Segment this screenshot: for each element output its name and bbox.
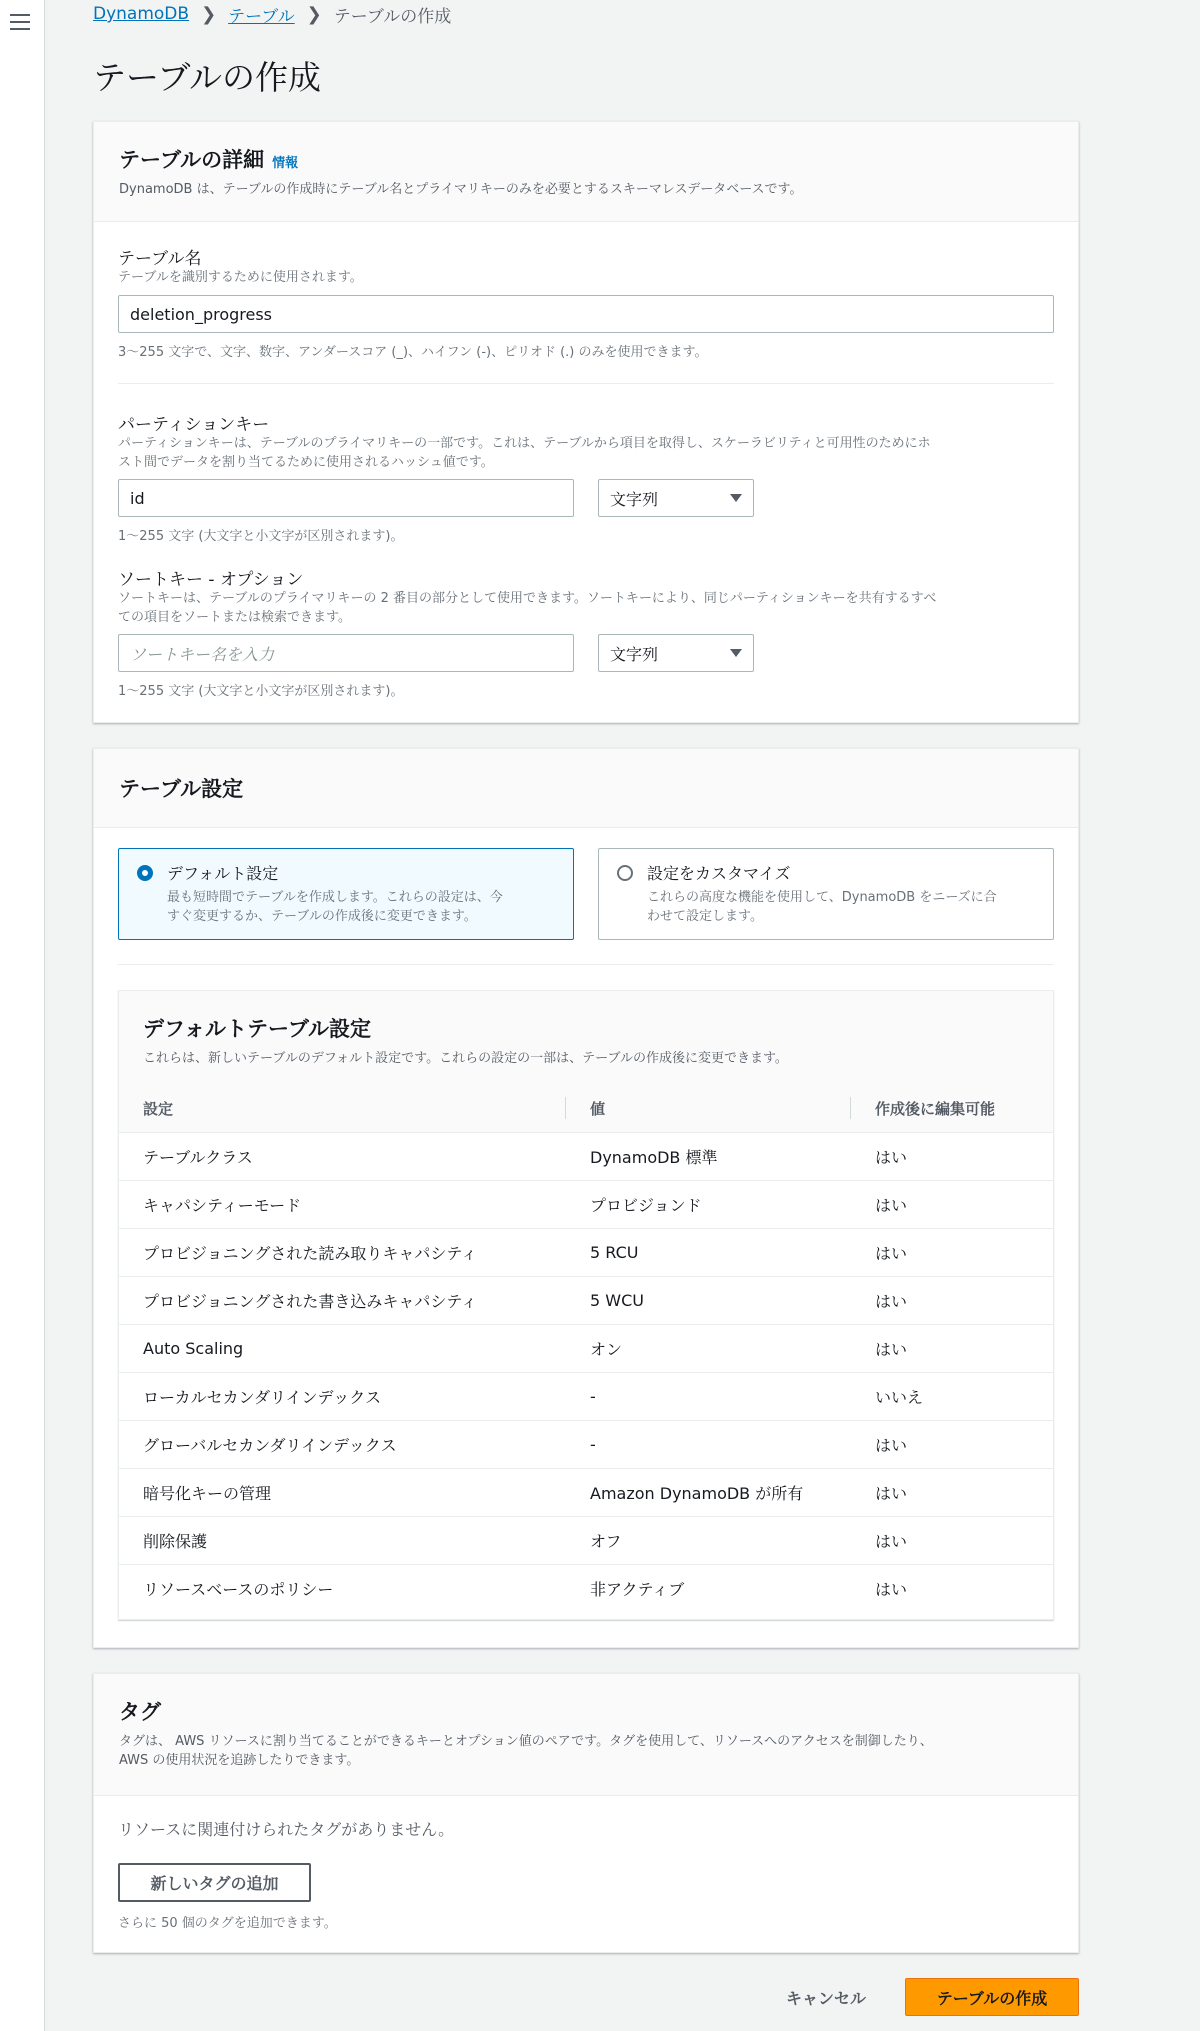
table-name-constraint: 3〜255 文字で、文字、数字、アンダースコア (_)、ハイフン (-)、ピリオド (.) のみを使用できます。	[118, 345, 708, 360]
column-header-value-label: 値	[590, 1099, 606, 1118]
editable-cell: はい	[851, 1468, 1053, 1516]
breadcrumb	[93, 2, 451, 26]
breadcrumb-tables[interactable]: テーブル	[228, 6, 295, 27]
setting-cell: グローバルセカンダリインデックス	[119, 1420, 566, 1468]
sort-key-description-line1: ソートキーは、テーブルのプライマリキーの 2 番目の部分として使用できます。ソートキーにより、同じパーティションキーを共有するすべ	[118, 591, 937, 606]
editable-cell: はい	[851, 1276, 1053, 1324]
table-row	[119, 1372, 1053, 1420]
caret-down-icon	[730, 649, 742, 657]
editable-cell: はい	[851, 1180, 1053, 1228]
setting-cell: Auto Scaling	[119, 1324, 566, 1372]
add-tag-button[interactable]: 新しいタグの追加	[118, 1863, 311, 1902]
partition-key-constraint: 1〜255 文字 (大文字と小文字が区別されます)。	[118, 529, 404, 544]
table-row	[119, 1468, 1053, 1516]
editable-cell: はい	[851, 1420, 1053, 1468]
section-divider	[118, 383, 1054, 384]
table-row	[119, 1420, 1053, 1468]
no-tags-message: リソースに関連付けられたタグがありません。	[118, 1820, 455, 1839]
create-table-button[interactable]: テーブルの作成	[905, 1978, 1079, 2016]
customize-settings-title: 設定をカスタマイズ	[647, 864, 791, 883]
setting-cell: 削除保護	[119, 1516, 566, 1564]
radio-unselected-icon[interactable]	[617, 865, 633, 881]
value-cell: オフ	[566, 1516, 851, 1564]
table-settings-panel	[93, 748, 1079, 1648]
table-row	[119, 1324, 1053, 1372]
default-table-settings	[118, 990, 1054, 1620]
tags-description-line1: タグは、 AWS リソースに割り当てることができるキーとオプション値のペアです。タグを使用して、リソースへのアクセスを制御したり、	[119, 1734, 933, 1749]
cancel-button[interactable]: キャンセル	[785, 1988, 866, 2008]
table-header-row	[119, 1085, 1053, 1132]
breadcrumb-current: テーブルの作成	[333, 6, 452, 27]
default-settings-description	[167, 888, 557, 926]
sort-key-type-value: 文字列	[610, 644, 659, 664]
value-cell: オン	[566, 1324, 851, 1372]
table-name-input[interactable]: deletion_progress	[118, 295, 1054, 333]
setting-cell: プロビジョニングされた書き込みキャパシティ	[119, 1276, 566, 1324]
partition-key-input[interactable]: id	[118, 479, 574, 517]
table-details-header	[94, 122, 1078, 222]
default-table-settings-title: デフォルトテーブル設定	[143, 1017, 372, 1041]
partition-key-label: パーティションキー	[118, 415, 270, 435]
value-cell: 5 WCU	[566, 1276, 851, 1324]
sort-key-type-select[interactable]	[598, 634, 754, 672]
default-settings-option[interactable]	[118, 848, 574, 940]
column-header-editable-label: 作成後に編集可能	[875, 1099, 996, 1118]
table-row	[119, 1276, 1053, 1324]
sort-key-constraint: 1〜255 文字 (大文字と小文字が区別されます)。	[118, 684, 404, 699]
sort-key-description	[118, 589, 1054, 627]
radio-selected-icon[interactable]	[137, 865, 153, 881]
info-link[interactable]: 情報	[272, 156, 299, 171]
table-row	[119, 1132, 1053, 1180]
customize-settings-desc-line2: わせて設定します。	[647, 909, 763, 924]
chevron-right-icon: ❯	[306, 3, 322, 25]
breadcrumb-dynamodb[interactable]: DynamoDB	[93, 4, 190, 24]
table-name-label: テーブル名	[118, 249, 202, 269]
side-navigation	[0, 0, 45, 2031]
setting-cell: ローカルセカンダリインデックス	[119, 1372, 566, 1420]
customize-settings-option[interactable]	[598, 848, 1054, 940]
default-table-settings-header	[119, 991, 1053, 1085]
chevron-right-icon: ❯	[201, 3, 217, 25]
caret-down-icon	[730, 494, 742, 502]
table-row	[119, 1180, 1053, 1228]
column-header-setting-label: 設定	[143, 1099, 174, 1118]
default-settings-desc-line1: 最も短時間でテーブルを作成します。これらの設定は、今	[167, 890, 503, 905]
default-settings-desc-line2: すぐ変更するか、テーブルの作成後に変更できます。	[167, 909, 477, 924]
table-details-title: テーブルの詳細	[119, 148, 265, 172]
value-cell: -	[566, 1420, 851, 1468]
value-cell: プロビジョンド	[566, 1180, 851, 1228]
table-row	[119, 1516, 1053, 1564]
table-details-description: DynamoDB は、テーブルの作成時にテーブル名とプライマリキーのみを必要とするスキーマレスデータベースです。	[119, 182, 803, 197]
tags-limit: さらに 50 個のタグを追加できます。	[118, 1916, 337, 1931]
value-cell: 5 RCU	[566, 1228, 851, 1276]
editable-cell: はい	[851, 1516, 1053, 1564]
editable-cell: はい	[851, 1324, 1053, 1372]
partition-key-description-line2: スト間でデータを割り当てるために使用されるハッシュ値です。	[118, 455, 494, 470]
customize-settings-desc-line1: これらの高度な機能を使用して、DynamoDB をニーズに合	[647, 890, 997, 905]
value-cell: -	[566, 1372, 851, 1420]
tags-panel	[93, 1673, 1079, 1953]
editable-cell: はい	[851, 1564, 1053, 1612]
setting-cell: 暗号化キーの管理	[119, 1468, 566, 1516]
tags-description	[119, 1732, 1053, 1770]
column-header-setting	[119, 1085, 566, 1132]
partition-key-type-value: 文字列	[610, 489, 659, 509]
default-table-settings-description: これらは、新しいテーブルのデフォルト設定です。これらの設定の一部は、テーブルの作成後に変更できます。	[143, 1051, 788, 1066]
partition-key-type-select[interactable]	[598, 479, 754, 517]
value-cell: DynamoDB 標準	[590, 1147, 718, 1167]
setting-cell: キャパシティーモード	[119, 1180, 566, 1228]
sort-key-label: ソートキー - オプション	[118, 570, 304, 590]
sort-key-description-line2: ての項目をソートまたは検索できます。	[118, 610, 351, 625]
editable-cell: いいえ	[851, 1372, 1053, 1420]
column-header-editable	[851, 1085, 1053, 1132]
value-cell: Amazon DynamoDB が所有	[566, 1468, 851, 1516]
setting-cell: リソースベースのポリシー	[119, 1564, 566, 1612]
menu-icon[interactable]	[10, 14, 30, 32]
column-header-value	[566, 1085, 851, 1132]
partition-key-description-line1: パーティションキーは、テーブルのプライマリキーの一部です。これは、テーブルから項目を取得し、スケーラビリティと可用性のためにホ	[118, 436, 931, 451]
setting-cell: テーブルクラス	[143, 1147, 253, 1167]
section-divider	[118, 964, 1054, 965]
default-settings-title: デフォルト設定	[167, 864, 279, 883]
customize-settings-description	[647, 888, 1037, 926]
table-row	[119, 1564, 1053, 1612]
table-settings-header	[94, 749, 1078, 828]
editable-cell: はい	[875, 1147, 908, 1167]
table-name-description: テーブルを識別するために使用されます。	[118, 270, 363, 285]
value-cell: 非アクティブ	[566, 1564, 851, 1612]
sort-key-input[interactable]: ソートキー名を入力	[118, 634, 574, 672]
tags-header	[94, 1674, 1078, 1796]
table-row	[119, 1228, 1053, 1276]
table-details-panel	[93, 121, 1079, 723]
partition-key-description	[118, 434, 1054, 472]
default-settings-table	[119, 1085, 1053, 1612]
setting-cell: プロビジョニングされた読み取りキャパシティ	[119, 1228, 566, 1276]
page-title: テーブルの作成	[93, 58, 322, 97]
tags-description-line2: AWS の使用状況を追跡したりできます。	[119, 1753, 360, 1768]
editable-cell: はい	[851, 1228, 1053, 1276]
tags-title: タグ	[119, 1700, 161, 1724]
table-settings-title: テーブル設定	[119, 777, 244, 801]
